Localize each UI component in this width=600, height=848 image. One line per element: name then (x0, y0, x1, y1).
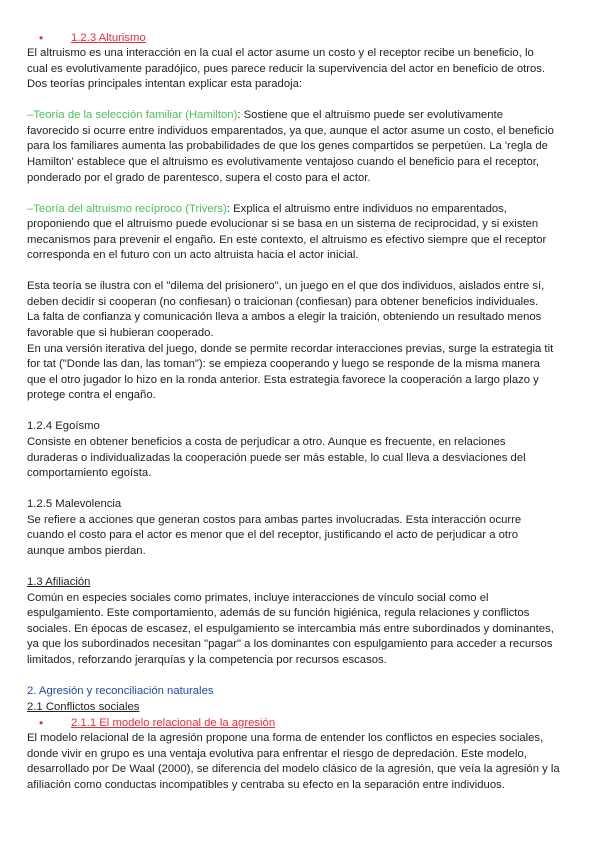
trivers-paragraph: –Teoría del altruismo recíproco (Trivers): Explica el altruismo entre individuos no emparentados, proponiendo que el altruismo puede evolucionar si se basa en un sistema de reciprocidad, y si existen mecanismos para prevenir el engaño. En este contexto, el altruismo es efectivo siempre que el receptor corresponda en el futuro con un acto altruista hacia el actor inicial. (27, 202, 547, 262)
bullet-icon: • (39, 716, 44, 731)
heading-altruismo: 1.2.3 Alturismo (71, 32, 146, 44)
heading-malevolencia: 1.2.5 Malevolencia (27, 498, 122, 511)
bullet-icon: • (39, 31, 44, 45)
modelo-relacional-paragraph: El modelo relacional de la agresión propone una forma de entender los conflictos en especies sociales, donde vivir en grupo es una ventaja evolutiva para enfrentar el riesgo de depredación. Este modelo, desarrollado por De Waal (2000), se diferencia del modelo clásico de la agresión, que veía la agresión y la afiliación como conductas incompatibles y centraba su efecto en la separación entre individuos. (27, 732, 560, 791)
egoismo-section: 1.2.4 Egoísmo Consiste en obtener beneficios a costa de perjudicar a otro. Aunque es frecuente, en relaciones duraderas o individualizadas la cooperación puede ser más estable, lo cual lleva a desviaciones del comportamiento egoísta. (27, 419, 575, 481)
trivers-label: –Teoría del altruismo recíproco (Trivers) (27, 202, 227, 215)
document-page (27, 30, 575, 793)
malevolencia-section: 1.2.5 Malevolencia Se refiere a acciones que generan costos para ambas partes involucradas. Esta interacción ocurre cuando el costo para el actor es menor que el del receptor, justificando el acto de perjudicar a otro aunque ambos pierdan. (27, 497, 575, 559)
heading-2-1-1 (27, 715, 575, 731)
heading-agresion: 2. Agresión y reconciliación naturales (27, 684, 214, 697)
hamilton-label: –Teoría de la selección familiar (Hamilton) (27, 109, 238, 122)
dilema-paragraph: Esta teoría se ilustra con el "dilema del prisionero", un juego en el que dos individuos, aislados entre sí, deben decidir si cooperan (no confiesan) o traicionan (confiesan) para obtener beneficios individuales. La falta de confianza y comunicación lleva a ambos a elegir la traición, obteniendo un resultado menos favorable que si hubieran cooperado. En una versión iterativa del juego, donde se permite recordar interacciones previas, surge la estrategia tit for tat ("Donde las dan, las toman"): se empieza cooperando y luego se responde de la misma manera que el otro jugador lo hizo en la ronda anterior. Esta estrategia favorece la cooperación a largo plazo y protege contra el engaño. (27, 280, 554, 402)
afiliacion-section: 1.3 Afiliación Común en especies sociales como primates, incluye interacciones de vínculo social como el espulgamiento. Este comportamiento, además de su función higiénica, regula relaciones y conflictos sociales. En épocas de escasez, el espulgamiento se intercambia más entre subordinados y dominantes, ya que los subordinados necesitan "pagar" a los dominantes con espulgamiento para acceder a recursos limitados, reforzando jerarquías y la competencia por recursos escasos. (27, 575, 554, 666)
hamilton-paragraph: –Teoría de la selección familiar (Hamilton): Sostiene que el altruismo puede ser evolutivamente favorecido si ocurre entre individuos emparentados, ya que, aunque el actor asume un costo, el beneficio para los familiares aumenta las probabilidades de que los genes compartidos se perpetúen. La 'regla de Hamilton' establece que el altruismo es evolutivamente ventajoso cuando el beneficio para el receptor, ponderado por el grado de parentesco, supera el costo para el actor. (27, 109, 554, 184)
heading-conflictos-sociales: 2.1 Conflictos sociales (27, 700, 140, 713)
agresion-headings (27, 684, 575, 715)
altruismo-paragraph: El altruismo es una interacción en la cual el actor asume un costo y el receptor recibe un beneficio, lo cual es evolutivamente paradójico, pues parece reducir la supervivencia del actor en beneficio de otros. Dos teorías principales intentan explicar esta paradoja: (27, 47, 546, 91)
heading-1-2-3 (27, 30, 575, 46)
heading-modelo-relacional: 2.1.1 El modelo relacional de la agresión (71, 717, 276, 730)
heading-egoismo: 1.2.4 Egoísmo (27, 420, 100, 433)
heading-afiliacion: 1.3 Afiliación (27, 575, 91, 588)
